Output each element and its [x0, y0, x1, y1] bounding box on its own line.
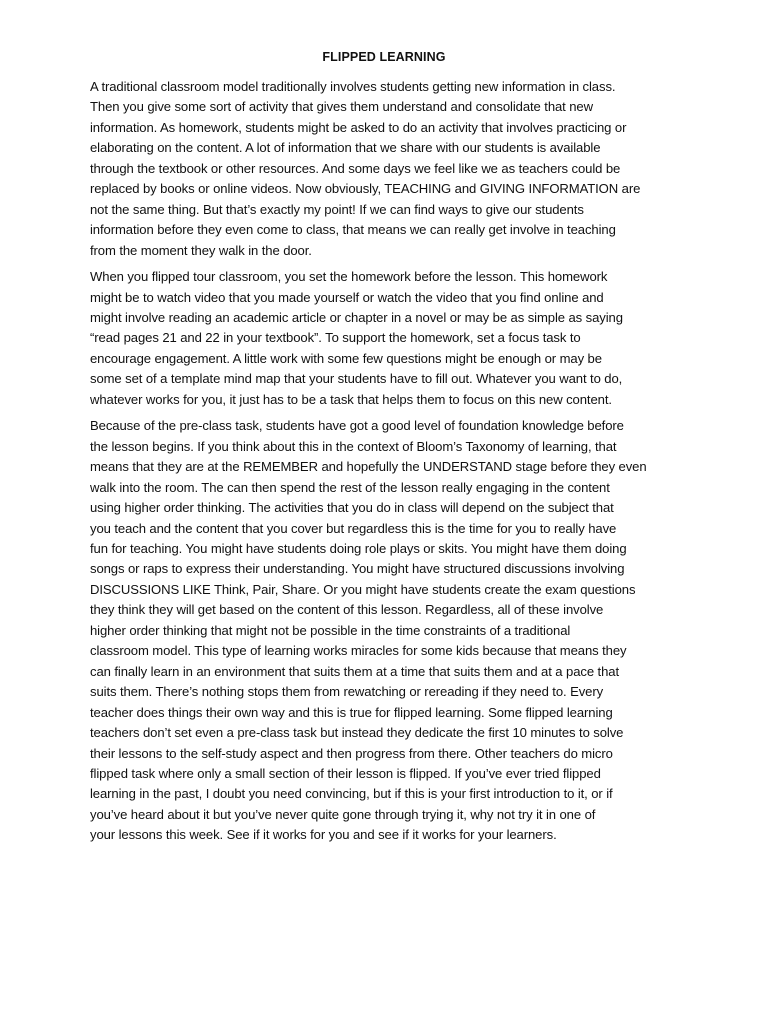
text-line: whatever works for you, it just has to be a task that helps them to focus on this new content. [90, 391, 612, 407]
text-line: Because of the pre-class task, students have got a good level of foundation knowledge before [90, 418, 624, 434]
text-line: DISCUSSIONS LIKE Think, Pair, Share. Or you might have students create the exam questions [90, 581, 636, 597]
text-line: learning in the past, I doubt you need convincing, but if this is your first introduction to it, or if [90, 786, 613, 802]
text-line: teacher does things their own way and this is true for flipped learning. Some flipped learning [90, 704, 613, 720]
text-line: information before they even come to class, that means we can really get involve in teaching [90, 222, 616, 238]
text-line: songs or raps to express their understanding. You might have structured discussions involving [90, 561, 625, 577]
text-line: you teach and the content that you cover but regardless this is the time for you to really have [90, 520, 617, 536]
text-line: might involve reading an academic article or chapter in a novel or may be as simple as saying [90, 309, 623, 325]
text-line: the lesson begins. If you think about this in the context of Bloom’s Taxonomy of learning, that [90, 438, 617, 454]
text-line: Then you give some sort of activity that gives them understand and consolidate that new [90, 99, 593, 115]
text-line: fun for teaching. You might have students doing role plays or skits. You might have them doing [90, 540, 627, 556]
text-line: higher order thinking that might not be possible in the time constraints of a traditional [90, 622, 571, 638]
text-line: suits them. There’s nothing stops them from rewatching or rereading if they need to. Every [90, 684, 604, 700]
text-line: encourage engagement. A little work with some few questions might be enough or may be [90, 350, 602, 366]
text-line: information. As homework, students might be asked to do an activity that involves practicing or [90, 119, 627, 135]
text-line: “read pages 21 and 22 in your textbook”. To support the homework, set a focus task to [90, 330, 581, 346]
text-line: from the moment they walk in the door. [90, 242, 312, 258]
text-line: walk into the room. The can then spend the rest of the lesson really engaging in the content [90, 479, 610, 495]
document-title: FLIPPED LEARNING [322, 50, 446, 64]
text-line: not the same thing. But that’s exactly my point! If we can find ways to give our students [90, 201, 584, 217]
text-line: some set of a template mind map that your students have to fill out. Whatever you want to do, [90, 371, 623, 387]
text-line: their lessons to the self-study aspect and then progress from there. Other teachers do micro [90, 745, 613, 761]
text-line: replaced by books or online videos. Now obviously, TEACHING and GIVING INFORMATION are [90, 181, 641, 197]
text-line: through the textbook or other resources. And some days we feel like we as teachers could be [90, 160, 621, 176]
document-body [90, 77, 690, 852]
text-line: your lessons this week. See if it works for you and see if it works for your learners. [90, 827, 557, 843]
paragraph-2 [90, 267, 690, 410]
text-line: flipped task where only a small section of their lesson is flipped. If you’ve ever tried flipped [90, 765, 601, 781]
paragraph-1 [90, 77, 690, 261]
text-line: using higher order thinking. The activities that you do in class will depend on the subject that [90, 500, 614, 516]
text-line: teachers don’t set even a pre-class task but instead they dedicate the first 10 minutes to solve [90, 725, 624, 741]
text-line: elaborating on the content. A lot of information that we share with our students is available [90, 140, 601, 156]
text-line: classroom model. This type of learning works miracles for some kids because that means they [90, 643, 627, 659]
text-line: might be to watch video that you made yourself or watch the video that you find online and [90, 289, 604, 305]
text-line: can finally learn in an environment that suits them at a time that suits them and at a pace that [90, 663, 619, 679]
paragraph-3 [90, 416, 690, 846]
text-line: you’ve heard about it but you’ve never quite gone through trying it, why not try it in one of [90, 806, 596, 822]
text-line: When you flipped tour classroom, you set the homework before the lesson. This homework [90, 269, 608, 285]
text-line: A traditional classroom model traditionally involves students getting new information in class. [90, 79, 616, 94]
text-line: they think they will get based on the content of this lesson. Regardless, all of these involve [90, 602, 604, 618]
text-line: means that they are at the REMEMBER and hopefully the UNDERSTAND stage before they even [90, 459, 647, 475]
